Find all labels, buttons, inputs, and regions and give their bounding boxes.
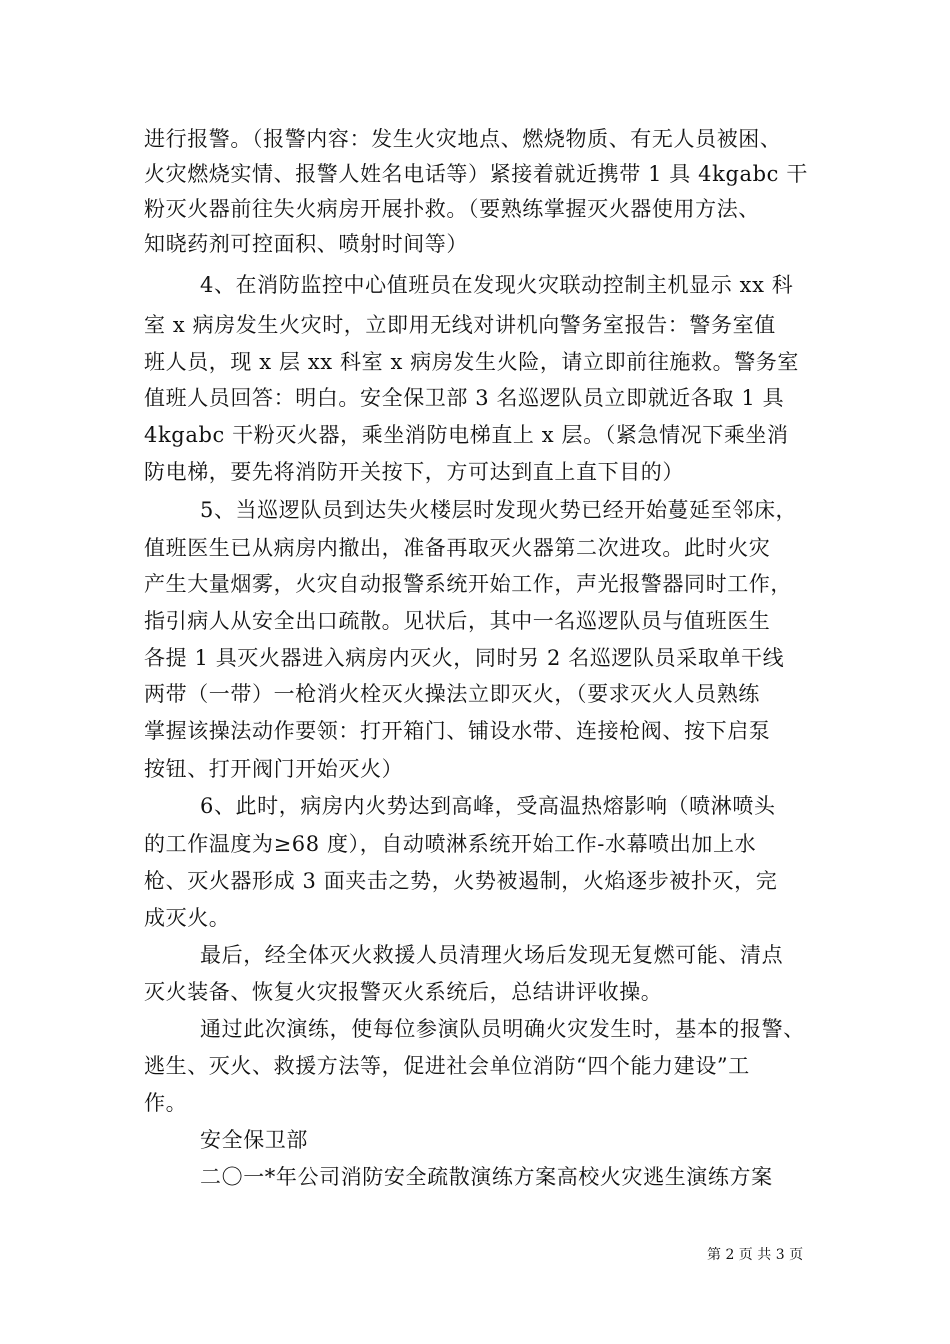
text-line-10: 防电梯，要先将消防开关按下，方可达到直上直下目的）: [144, 460, 684, 484]
text-line-21: 枪、灭火器形成 3 面夹击之势，火势被遏制，火焰逐步被扑灭，完: [144, 869, 778, 893]
text-line-19: 6、此时，病房内火势达到高峰，受高温热熔影响（喷淋喷头: [200, 794, 776, 818]
page-number: 第 2 页 共 3 页: [707, 1247, 804, 1263]
text-line-14: 指引病人从安全出口疏散。见状后，其中一名巡逻队员与值班医生: [144, 609, 771, 633]
text-line-25: 通过此次演练，使每位参演队员明确火灾发生时，基本的报警、: [200, 1017, 805, 1041]
text-line-26: 逃生、灭火、救援方法等，促进社会单位消防“四个能力建设”工: [144, 1054, 750, 1078]
text-line-27: 作。: [144, 1091, 188, 1115]
text-line-16: 两带（一带）一枪消火栓灭火操法立即灭火，（要求灭火人员熟练: [144, 682, 760, 706]
text-line-24: 灭火装备、恢复火灾报警灭火系统后，总结讲评收操。: [144, 980, 663, 1004]
text-line-3: 粉灭火器前往失火病房开展扑救。（要熟练掌握灭火器使用方法、: [144, 197, 760, 221]
text-line-6: 室 x 病房发生火灾时，立即用无线对讲机向警务室报告：警务室值: [144, 313, 776, 337]
text-line-23: 最后，经全体灭火救援人员清理火场后发现无复燃可能、清点: [200, 943, 784, 967]
text-line-5: 4、在消防监控中心值班员在发现火灾联动控制主机显示 xx 科: [200, 273, 794, 297]
text-line-11: 5、当巡逻队员到达失火楼层时发现火势已经开始蔓延至邻床，: [200, 498, 798, 522]
text-line-2: 火灾燃烧实情、报警人姓名电话等）紧接着就近携带 1 具 4kgabc 干: [144, 162, 808, 186]
text-line-8: 值班人员回答：明白。安全保卫部 3 名巡逻队员立即就近各取 1 具: [144, 386, 785, 410]
text-line-12: 值班医生已从病房内撤出，准备再取灭火器第二次进攻。此时火灾: [144, 536, 771, 560]
text-line-22: 成灭火。: [144, 906, 231, 930]
text-line-1: 进行报警。（报警内容：发生火灾地点、燃烧物质、有无人员被困、: [144, 127, 782, 151]
text-line-18: 按钮、打开阀门开始灭火）: [144, 757, 404, 781]
text-line-9: 4kgabc 干粉灭火器，乘坐消防电梯直上 x 层。（紧急情况下乘坐消: [144, 423, 789, 447]
text-line-7: 班人员，现 x 层 xx 科室 x 病房发生火险，请立即前往施救。警务室: [144, 350, 800, 374]
text-line-15: 各提 1 具灭火器进入病房内灭火，同时另 2 名巡逻队员采取单干线: [144, 646, 785, 670]
text-line-17: 掌握该操法动作要领：打开箱门、铺设水带、连接枪阀、按下启泵: [144, 719, 771, 743]
text-line-4: 知晓药剂可控面积、喷射时间等）: [144, 232, 468, 256]
document-title-line: 二〇一*年公司消防安全疏散演练方案高校火灾逃生演练方案: [200, 1165, 773, 1189]
text-line-20: 的工作温度为≥68 度），自动喷淋系统开始工作-水幕喷出加上水: [144, 832, 757, 856]
text-line-13: 产生大量烟雾，火灾自动报警系统开始工作，声光报警器同时工作，: [144, 572, 792, 596]
signature-department: 安全保卫部: [200, 1128, 308, 1152]
